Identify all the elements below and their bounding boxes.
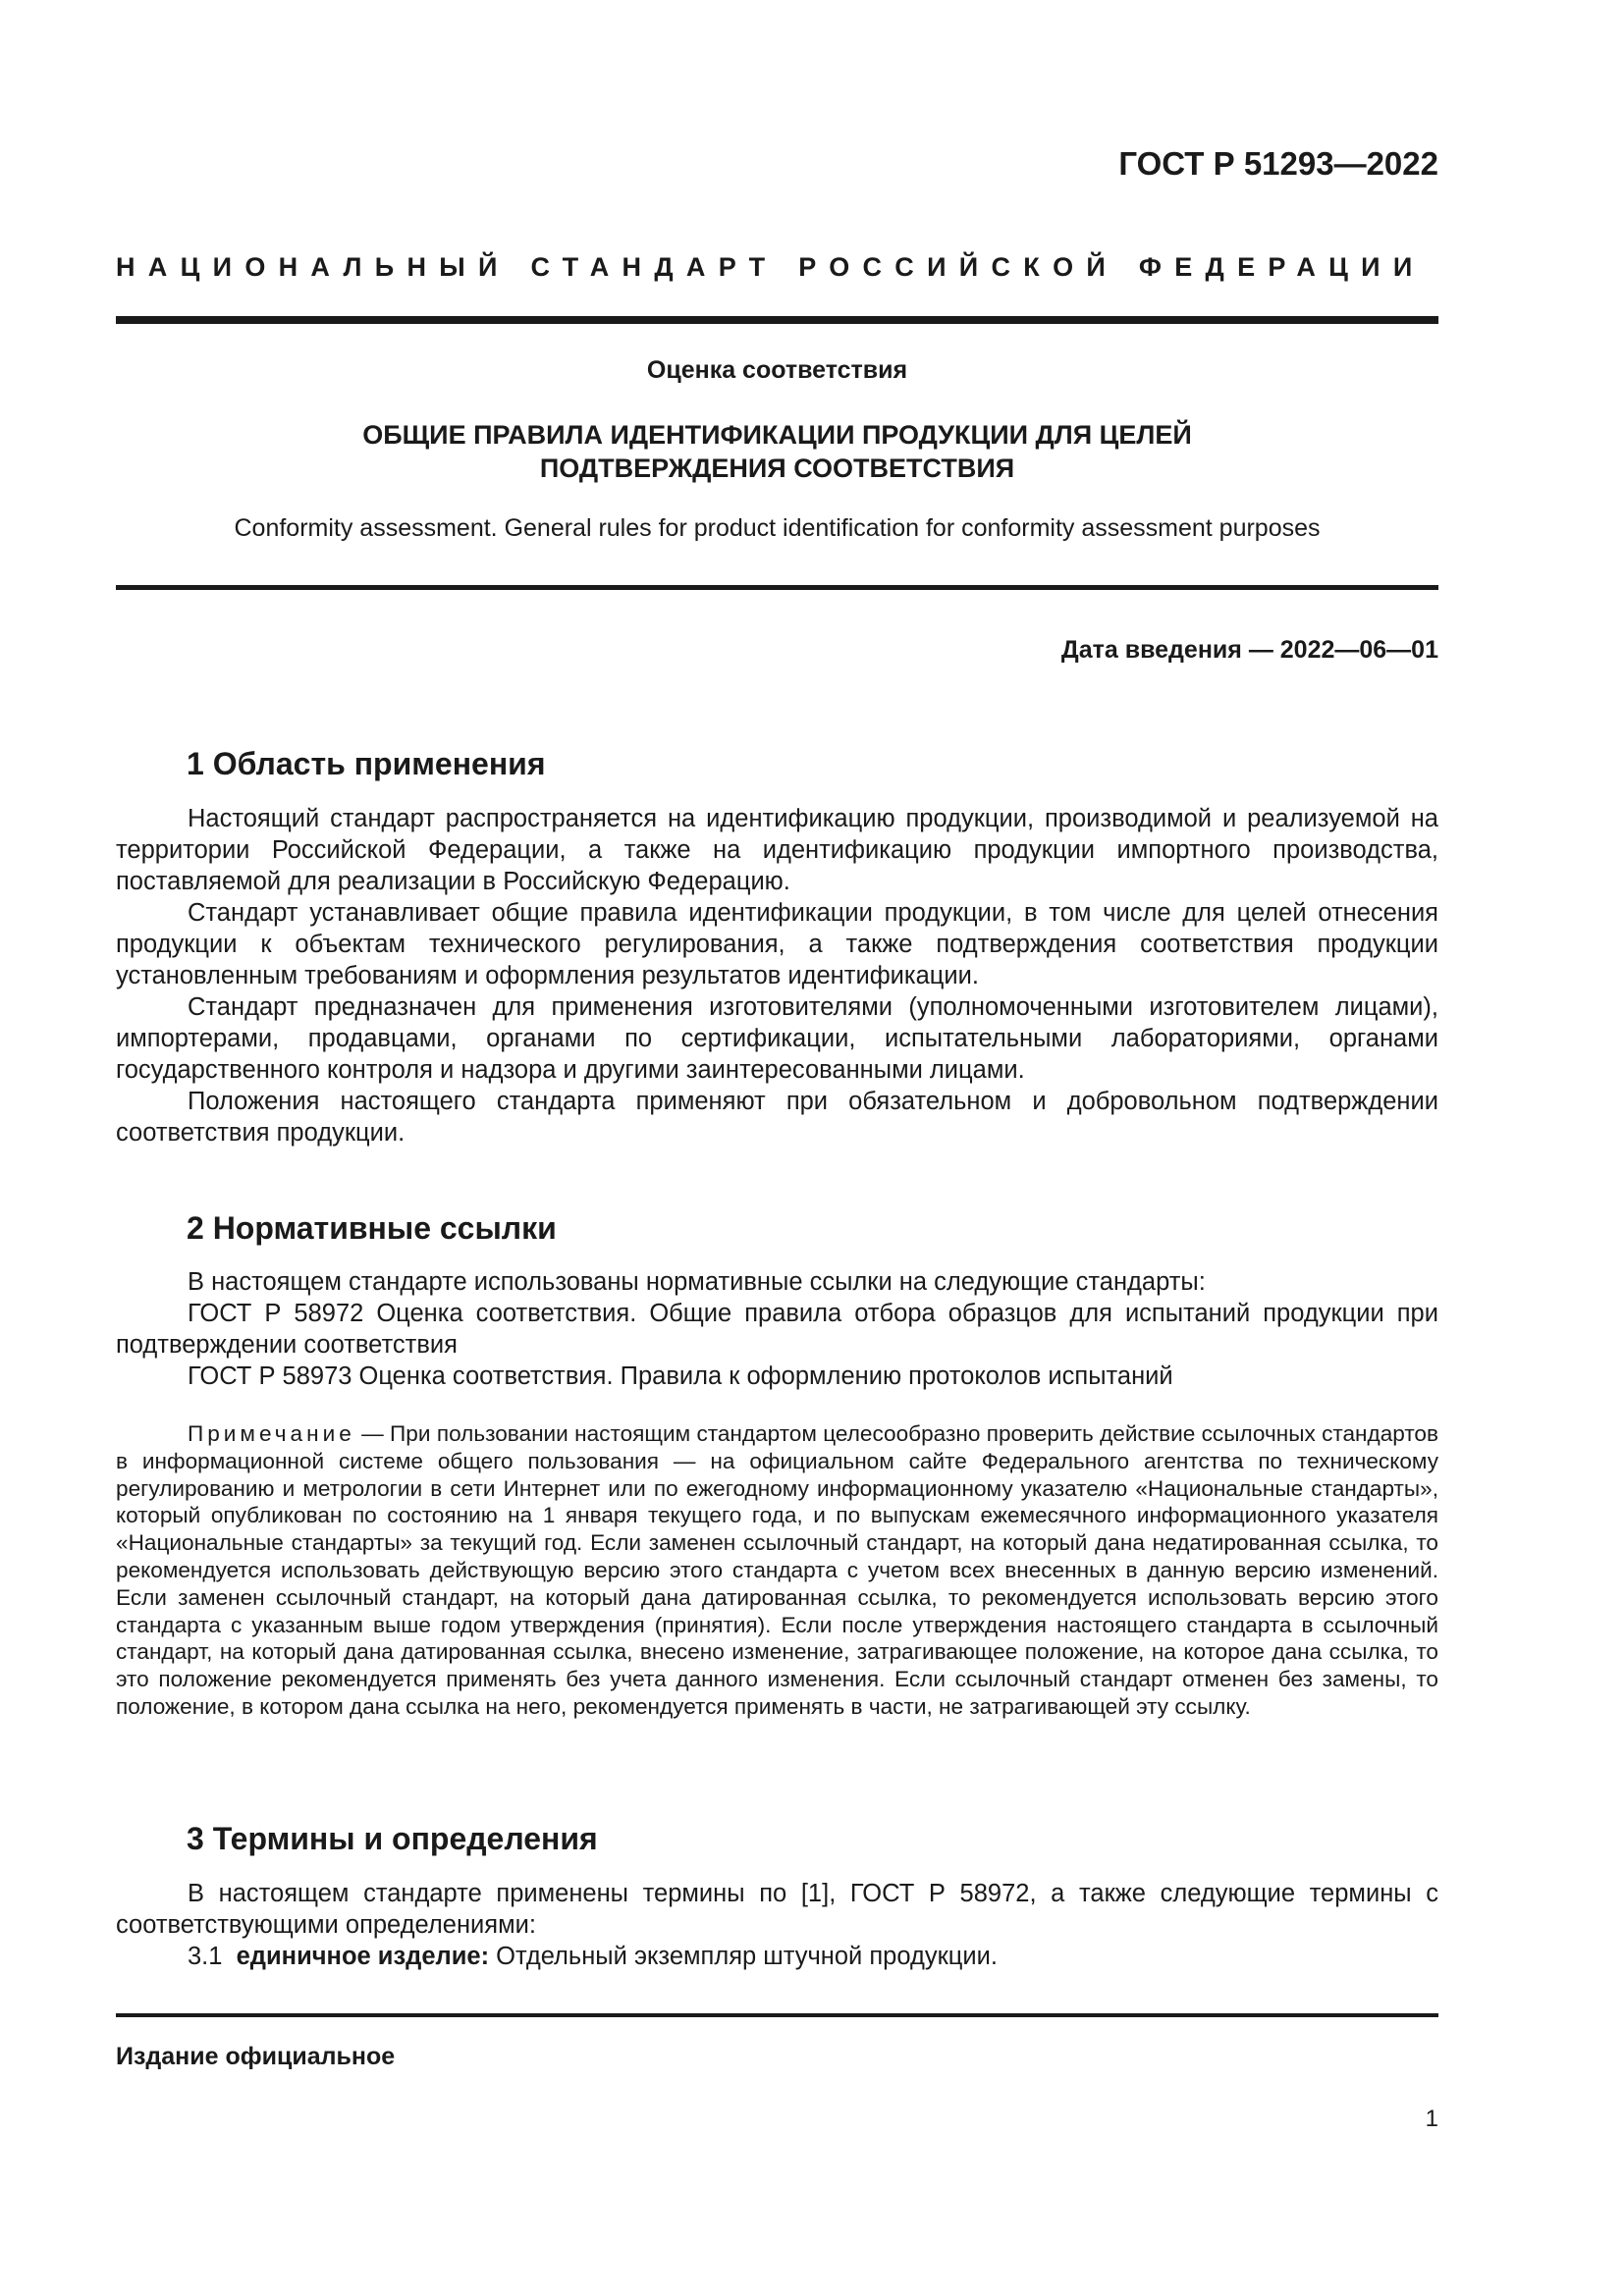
standard-subject: Оценка соответствия <box>646 356 908 384</box>
paragraph: В настоящем стандарте использованы нормативные ссылки на следующие стандарты: <box>188 1268 1206 1296</box>
reference-item: ГОСТ Р 58972 Оценка соответствия. Общие правила отбора образцов для испытаний продукции при подтверждении соответствия <box>116 1300 1438 1359</box>
standard-title <box>116 418 1438 485</box>
english-title: Conformity assessment. General rules for product identification for conformity assessment purposes <box>234 514 1321 542</box>
note <box>116 1420 1438 1721</box>
paragraph: Стандарт предназначен для применения изготовителями (уполномоченными изготовителем лицами), импортерами, продавцами, органами по сертификации, испытательными лабораториями, органами государственного контроля и надзора и другими заинтересованными лицами. <box>116 993 1438 1084</box>
section-1-heading: 1 Область применения <box>187 746 546 781</box>
term: единичное изделие: <box>236 1943 490 1970</box>
paragraph: Положения настоящего стандарта применяют при обязательном и добровольном подтверждении соответствия продукции. <box>116 1088 1438 1147</box>
definition: Отдельный экземпляр штучной продукции. <box>496 1943 998 1970</box>
reference-item: ГОСТ Р 58973 Оценка соответствия. Правила к оформлению протоколов испытаний <box>188 1362 1173 1390</box>
term-definition <box>116 1941 1438 1972</box>
paragraph: Настоящий стандарт распространяется на идентификацию продукции, производимой и реализуемой на территории Российской Федерации, а также на идентификацию продукции импортного производства, поставляемой для реализации в Российскую Федерацию. <box>116 805 1438 895</box>
section-2-heading: 2 Нормативные ссылки <box>187 1210 557 1246</box>
term-number: 3.1 <box>188 1943 223 1970</box>
national-standard-banner: НАЦИОНАЛЬНЫЙ СТАНДАРТ РОССИЙСКОЙ ФЕДЕРАЦИИ <box>116 252 1426 282</box>
top-rule <box>116 316 1438 324</box>
introduction-date: Дата введения — 2022—06—01 <box>1060 636 1438 664</box>
paragraph: В настоящем стандарте применены термины по [1], ГОСТ Р 58972, а также следующие термины с соответствующими определениями: <box>116 1880 1438 1939</box>
title-rule <box>116 585 1438 590</box>
title-line-2: ПОДТВЕРЖДЕНИЯ СООТВЕТСТВИЯ <box>539 454 1015 483</box>
page-number: 1 <box>1425 2106 1438 2132</box>
gost-code: ГОСТ Р 51293—2022 <box>1118 145 1438 182</box>
section-2-body <box>116 1266 1438 1392</box>
note-text: — При пользовании настоящим стандартом целесообразно проверить действие ссылочных стандартов в информационной системе общего пользования — на официальном сайте Федерального агентства по техническому регулированию и метрологии в сети Интернет или по ежегодному информационному указателю «Национальные стандарты», который опубликован по состоянию на 1 января текущего года, и по выпускам ежемесячного информационного указателя «Национальные стандарты» за текущий год. Если заменен ссылочный стандарт, на который дана недатированная ссылка, то рекомендуется использовать действующую версию этого стандарта с учетом всех внесенных в данную версию изменений. Если заменен ссылочный стандарт, на который дана датированная ссылка, то рекомендуется использовать версию этого стандарта с указанным выше годом утверждения (принятия). Если после утверждения настоящего стандарта в ссылочный стандарт, на который дана датированная ссылка, внесено изменение, затрагивающее положение, на которое дана ссылка, то это положение рекомендуется применять без учета данного изменения. Если ссылочный стандарт отменен без замены, то положение, в котором дана ссылка на него, рекомендуется применять в части, не затрагивающей эту ссылку. <box>116 1421 1438 1719</box>
document-page <box>116 0 1438 2296</box>
section-1-body <box>116 803 1438 1148</box>
note-label: Примечание <box>188 1421 355 1446</box>
footer-rule <box>116 2013 1438 2017</box>
section-3-heading: 3 Термины и определения <box>187 1821 598 1856</box>
title-line-1: ОБЩИЕ ПРАВИЛА ИДЕНТИФИКАЦИИ ПРОДУКЦИИ ДЛЯ ЦЕЛЕЙ <box>362 420 1192 450</box>
edition-label: Издание официальное <box>116 2043 396 2070</box>
paragraph: Стандарт устанавливает общие правила идентификации продукции, в том числе для целей отнесения продукции к объектам технического регулирования, а также подтверждения соответствия продукции установленным требованиям и оформления результатов идентификации. <box>116 899 1438 989</box>
section-3-body <box>116 1878 1438 1972</box>
